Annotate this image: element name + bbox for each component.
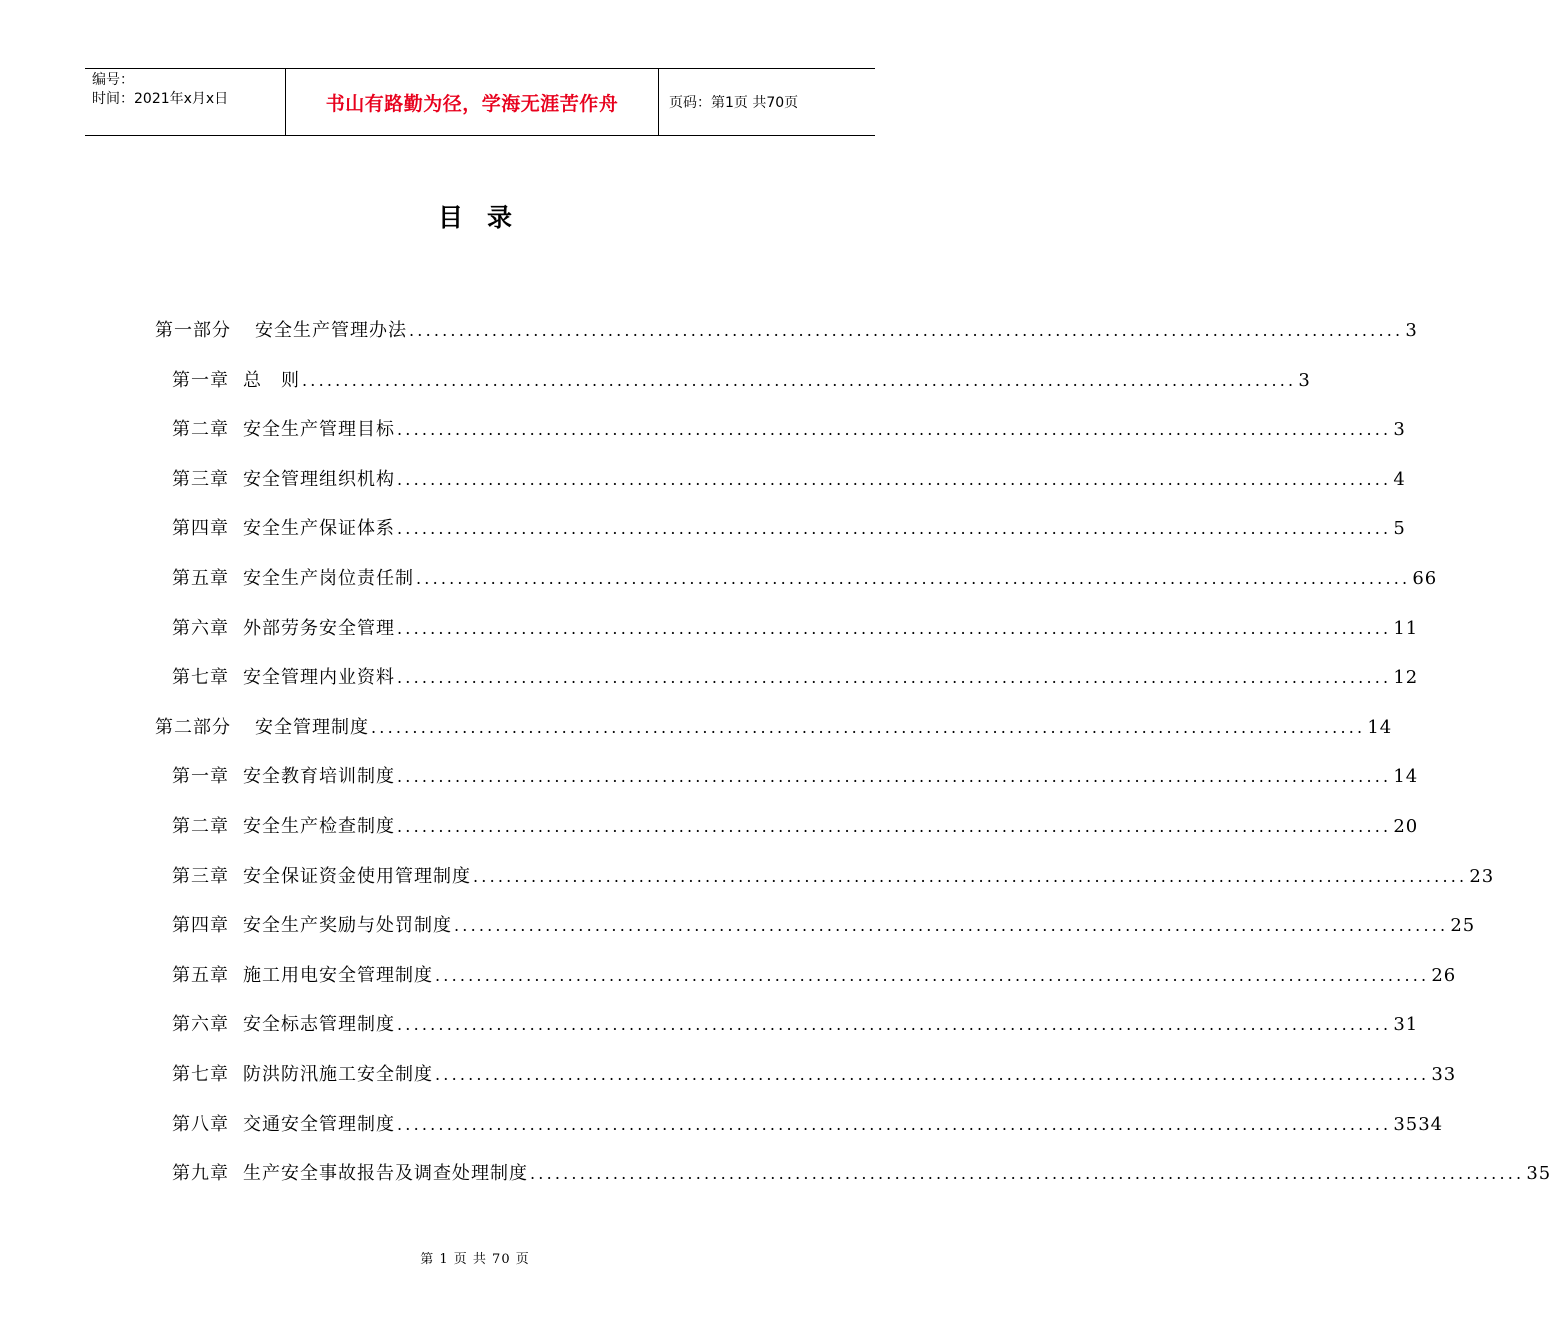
toc-entry-title: 安全教育培训制度	[243, 766, 395, 788]
toc-entry[interactable]	[172, 762, 1419, 796]
toc-entry-number: 第一章	[172, 766, 229, 788]
serial-number-label: 编号：	[92, 72, 134, 88]
toc-page-number: 5	[1393, 518, 1406, 540]
toc-entry[interactable]	[172, 1010, 1419, 1044]
toc-entry-number: 第四章	[172, 915, 229, 937]
toc-entry-label	[172, 663, 395, 689]
toc-page-number: 31	[1393, 1014, 1419, 1036]
toc-page-number: 26	[1431, 964, 1457, 986]
toc-entry-label	[172, 415, 395, 441]
toc-entry-number: 第八章	[172, 1113, 229, 1135]
toc-entry[interactable]	[172, 961, 1457, 995]
toc-entry[interactable]	[155, 713, 1393, 747]
toc-leader-dots: ........................................................................................................................	[397, 618, 1392, 638]
toc-entry-number: 第六章	[172, 617, 229, 639]
toc-entry-number: 第七章	[172, 1064, 229, 1085]
toc-page-number: 23	[1469, 865, 1495, 887]
toc-entry[interactable]	[172, 1060, 1457, 1094]
toc-entry-title: 安全生产管理办法	[255, 320, 407, 341]
toc-entry-number: 第四章	[172, 518, 229, 540]
header-motto: 书山有路勤为径，学海无涯苦作舟	[325, 92, 619, 115]
toc-entry[interactable]	[172, 465, 1406, 499]
toc-entry-title: 生产安全事故报告及调查处理制度	[243, 1163, 528, 1185]
toc-page-number: 3	[1393, 419, 1406, 441]
toc-entry[interactable]	[172, 366, 1311, 400]
toc-entry[interactable]	[155, 316, 1418, 350]
toc-entry-label	[172, 1010, 395, 1036]
toc-leader-dots: ........................................................................................................................	[409, 321, 1404, 340]
header-page-cell	[659, 69, 875, 135]
page-title: 目录	[437, 203, 536, 232]
toc-entry-label	[172, 1159, 528, 1185]
page-footer: 第 1 页 共 70 页	[420, 1252, 530, 1267]
toc-page-number: 25	[1450, 915, 1476, 937]
toc-leader-dots: ........................................................................................................................	[473, 866, 1468, 886]
header-page-info: 页码：第1页 共70页	[669, 95, 799, 111]
toc-entry-title: 安全保证资金使用管理制度	[243, 865, 471, 887]
toc-entry[interactable]	[172, 614, 1419, 648]
toc-entry-label	[172, 762, 395, 788]
toc-entry-title: 安全管理内业资料	[243, 667, 395, 689]
toc-leader-dots: ........................................................................................................................	[416, 569, 1411, 588]
toc-leader-dots: ........................................................................................................................	[397, 420, 1392, 440]
toc-entry[interactable]	[172, 862, 1495, 896]
document-header	[85, 68, 875, 136]
toc-page-number: 3534	[1393, 1113, 1444, 1135]
toc-page-number: 14	[1367, 716, 1393, 738]
toc-entry-number: 第六章	[172, 1014, 229, 1036]
toc-entry-label	[172, 1060, 433, 1086]
toc-entry-label	[172, 465, 395, 491]
toc-entry-label	[172, 366, 300, 392]
toc-entry-number: 第一部分	[155, 320, 231, 341]
toc-page-number: 35	[1526, 1163, 1551, 1185]
toc-entry-title: 防洪防汛施工安全制度	[243, 1064, 433, 1085]
toc-leader-dots: ........................................................................................................................	[397, 469, 1392, 489]
toc-entry-label	[172, 862, 471, 888]
toc-entry[interactable]	[172, 1110, 1444, 1144]
toc-page-number: 3	[1298, 369, 1311, 391]
toc-entry[interactable]	[172, 514, 1406, 548]
toc-entry-title: 安全生产管理目标	[243, 419, 395, 441]
toc-entry-title: 总 则	[243, 369, 300, 391]
header-meta-cell	[85, 69, 286, 135]
toc-leader-dots: ........................................................................................................................	[530, 1164, 1525, 1184]
toc-entry[interactable]	[172, 415, 1406, 449]
toc-entry-number: 第一章	[172, 369, 229, 391]
date-label: 时间：2021年x月x日	[92, 91, 229, 107]
toc-entry-number: 第二章	[172, 816, 229, 837]
toc-entry-title: 安全生产奖励与处罚制度	[243, 915, 452, 937]
toc-leader-dots: ........................................................................................................................	[371, 717, 1366, 737]
toc-entry-label	[172, 812, 395, 838]
toc-entry-number: 第二部分	[155, 716, 231, 738]
toc-entry-number: 第七章	[172, 667, 229, 689]
toc-entry-label	[172, 961, 433, 987]
toc-page-number: 33	[1431, 1064, 1457, 1085]
toc-entry-title: 安全管理制度	[255, 716, 369, 738]
toc-entry[interactable]	[172, 812, 1419, 846]
toc-entry-title: 施工用电安全管理制度	[243, 964, 433, 986]
toc-entry[interactable]	[172, 911, 1476, 945]
toc-page-number: 3	[1405, 320, 1418, 341]
toc-entry-title: 外部劳务安全管理	[243, 617, 395, 639]
toc-entry-label	[172, 911, 452, 937]
toc-entry-number: 第三章	[172, 468, 229, 490]
toc-entry-title: 安全生产保证体系	[243, 518, 395, 540]
toc-entry-title: 安全标志管理制度	[243, 1014, 395, 1036]
toc-entry-title: 安全生产岗位责任制	[243, 568, 414, 589]
toc-entry[interactable]	[172, 1159, 1551, 1193]
toc-entry-title: 交通安全管理制度	[243, 1113, 395, 1135]
toc-leader-dots: ........................................................................................................................	[435, 1065, 1430, 1084]
toc-entry-label	[155, 316, 407, 342]
toc-entry-label	[172, 564, 414, 590]
toc-entry-label	[172, 514, 395, 540]
header-motto-cell	[286, 69, 659, 135]
toc-page-number: 14	[1393, 766, 1419, 788]
toc-leader-dots: ........................................................................................................................	[454, 916, 1449, 936]
toc-page-number: 11	[1393, 617, 1419, 639]
toc-page-number: 12	[1393, 667, 1419, 689]
toc-leader-dots: ........................................................................................................................	[435, 965, 1430, 985]
toc-entry-label	[172, 1110, 395, 1136]
toc-leader-dots: ........................................................................................................................	[397, 1015, 1392, 1035]
toc-leader-dots: ........................................................................................................................	[397, 519, 1392, 539]
toc-entry-title: 安全管理组织机构	[243, 468, 395, 490]
toc-entry-label	[172, 614, 395, 640]
toc-entry-number: 第九章	[172, 1163, 229, 1185]
toc-leader-dots: ........................................................................................................................	[397, 668, 1392, 688]
toc-page-number: 20	[1393, 816, 1419, 837]
toc-page-number: 4	[1393, 468, 1406, 490]
toc-entry-number: 第五章	[172, 568, 229, 589]
toc-entry[interactable]	[172, 663, 1419, 697]
toc-entry[interactable]	[172, 564, 1438, 598]
toc-entry-label	[155, 713, 369, 739]
toc-leader-dots: ........................................................................................................................	[397, 817, 1392, 836]
toc-entry-title: 安全生产检查制度	[243, 816, 395, 837]
toc-leader-dots: ........................................................................................................................	[397, 767, 1392, 787]
toc-entry-number: 第三章	[172, 865, 229, 887]
toc-leader-dots: ........................................................................................................................	[397, 1114, 1392, 1134]
toc-entry-number: 第二章	[172, 419, 229, 441]
toc-leader-dots: ........................................................................................................................	[302, 370, 1297, 390]
toc-entry-number: 第五章	[172, 964, 229, 986]
toc-page-number: 66	[1412, 568, 1438, 589]
